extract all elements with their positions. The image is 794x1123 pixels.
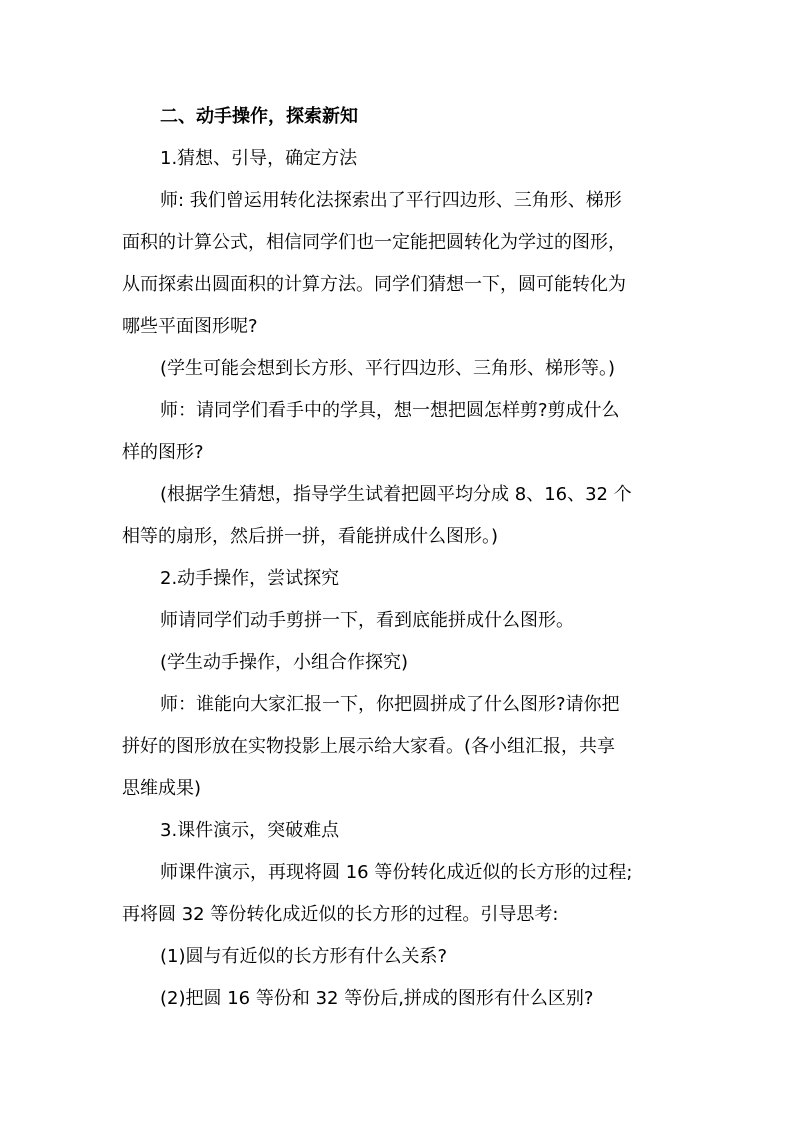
step1-title: 1.猜想、引导，确定方法 xyxy=(160,148,358,169)
question1: (1)圆与有近似的长方形有什么关系? xyxy=(160,946,448,967)
para8-line1: 师课件演示，再现将圆 16 等份转化成近似的长方形的过程; xyxy=(160,862,633,883)
para1-line2: 面积的计算公式，相信同学们也一定能把圆转化为学过的图形， xyxy=(122,232,626,253)
para2: (学生可能会想到长方形、平行四边形、三角形、梯形等。) xyxy=(160,358,616,379)
para1-line1: 师: 我们曾运用转化法探索出了平行四边形、三角形、梯形 xyxy=(160,190,622,211)
para5: 师请同学们动手剪拼一下，看到底能拼成什么图形。 xyxy=(160,610,574,631)
para7-line1: 师：谁能向大家汇报一下，你把圆拼成了什么图形?请你把 xyxy=(160,694,620,715)
para7-line2: 拼好的图形放在实物投影上展示给大家看。(各小组汇报，共享 xyxy=(122,736,616,757)
step2-title: 2.动手操作，尝试探究 xyxy=(160,568,340,589)
para6: (学生动手操作，小组合作探究) xyxy=(160,652,409,673)
para3-line2: 样的图形? xyxy=(122,442,204,463)
para7-line3: 思维成果) xyxy=(122,778,202,799)
para3-line1: 师：请同学们看手中的学具，想一想把圆怎样剪?剪成什么 xyxy=(160,400,620,421)
step3-title: 3.课件演示，突破难点 xyxy=(160,820,340,841)
para1-line3: 从而探索出圆面积的计算方法。同学们猜想一下，圆可能转化为 xyxy=(122,274,626,295)
para8-line2: 再将圆 32 等份转化成近似的长方形的过程。引导思考: xyxy=(122,904,559,925)
para4-line2: 相等的扇形，然后拼一拼，看能拼成什么图形。) xyxy=(122,526,499,547)
question2: (2)把圆 16 等份和 32 等份后,拼成的图形有什么区别? xyxy=(160,988,594,1009)
para1-line4: 哪些平面图形呢? xyxy=(122,316,258,337)
para4-line1: (根据学生猜想，指导学生试着把圆平均分成 8、16、32 个 xyxy=(160,484,632,505)
section-heading: 二、动手操作，探索新知 xyxy=(160,106,358,127)
